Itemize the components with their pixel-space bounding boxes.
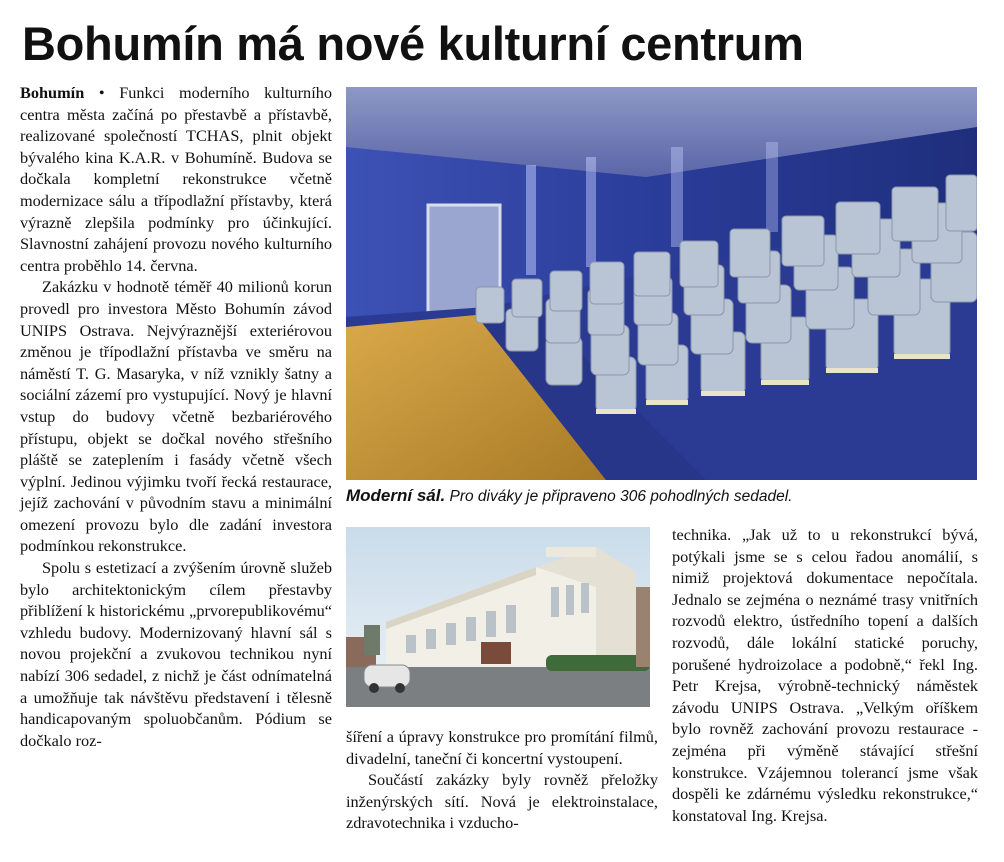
paragraph-text: Funkci moderního kulturního centra města začíná po přestavbě a přístavbě, realizované společností TCHAS, plnit objekt bývalého kina K.A.R. v Bohumíně. Budova se dočkala kompletní rekonstrukce včetně modernizace sálu a třípodlažní přístavby, která výrazně zlepšila podmínky pro účinkující. Slavnostní zahájení provozu nového kulturního centra proběhlo 14. června. <box>20 83 332 275</box>
paragraph: Spolu s estetizací a zvýšením úrovně služeb bylo architektonickým cílem přestavby přiblížení k historickému „prvorepublikovému“ vzhledu budovy. Modernizovaný hlavní sál s novou projekční a zvukovou technikou nyní nabízí 306 sedadel, z nichž je část odnímatelná a umožňuje tak návštěvu představení i tělesně handicapovaným spoluobčanům. Pódium se dočkalo roz- <box>20 558 332 750</box>
paragraph: Součástí zakázky byly rovněž přeložky inženýrských sítí. Nová je elektroinstalace, zdravotechnika i vzducho- <box>346 770 658 833</box>
caption-lead: Moderní sál. <box>346 486 446 505</box>
photo-caption <box>346 486 986 506</box>
article-column-2 <box>346 726 658 834</box>
auditorium-photo <box>346 87 977 480</box>
building-photo <box>346 527 650 707</box>
paragraph: Bohumín • Funkci moderního kulturního centra města začíná po přestavbě a přístavbě, realizované společností TCHAS, plnit objekt bývalého kina K.A.R. v Bohumíně. Budova se dočkala kompletní rekonstrukce včetně modernizace sálu a třípodlažní přístavby, která výrazně zlepšila podmínky pro účinkující. Slavnostní zahájení provozu nového kulturního centra proběhlo 14. června. <box>20 83 332 275</box>
headline: Bohumín má nové kulturní centrum <box>22 17 804 70</box>
article-column-3 <box>672 524 978 826</box>
dateline: Bohumín <box>20 83 85 102</box>
caption-text: Pro diváky je připraveno 306 pohodlných sedadel. <box>449 488 793 505</box>
paragraph: šíření a úpravy konstrukce pro promítání filmů, divadelní, taneční či koncertní vystoupení. <box>346 727 658 768</box>
paragraph: technika. „Jak už to u rekonstrukcí bývá, potýkali jsme se s celou řadou anomálií, s nimiž projektová dokumentace nepočítala. Jednalo se zejména o neznámé trasy vnitřních rozvodů elektro, ústředního topení a dalších rozvodů, dále lokální statické poruchy, porušené hydroizolace a podobně,“ řekl Ing. Petr Krejsa, výrobně-technický náměstek závodu UNIPS Ostrava. „Velkým oříškem bylo rovněž zachování provozu restaurace - zejména při výměně stávající střešní konstrukce. Vzájemnou tolerancí jsme však dospěli ke zdárnému výsledku rekonstrukce,“ konstatoval Ing. Krejsa. <box>672 525 978 825</box>
article-column-1 <box>20 82 332 751</box>
building-illustration <box>346 527 650 707</box>
auditorium-illustration <box>346 87 977 480</box>
paragraph: Zakázku v hodnotě téměř 40 milionů korun provedl pro investora Město Bohumín závod UNIPS Ostrava. Nejvýraznější exteriérovou změnou je třípodlažní přístavba ve směru na náměstí T. G. Masaryka, v níž vznikly šatny a sociální zázemí pro vystupující. Nový je hlavní vstup do budovy včetně bezbariérového přístupu, objekt se dočkal nového střešního pláště se zateplením i fasády včetně všech výplní. Jedinou výjimku tvoří řecká restaurace, jejíž zachování v původním stavu a minimální omezení provozu bylo dle zadání investora podmínkou rekonstrukce. <box>20 277 332 556</box>
